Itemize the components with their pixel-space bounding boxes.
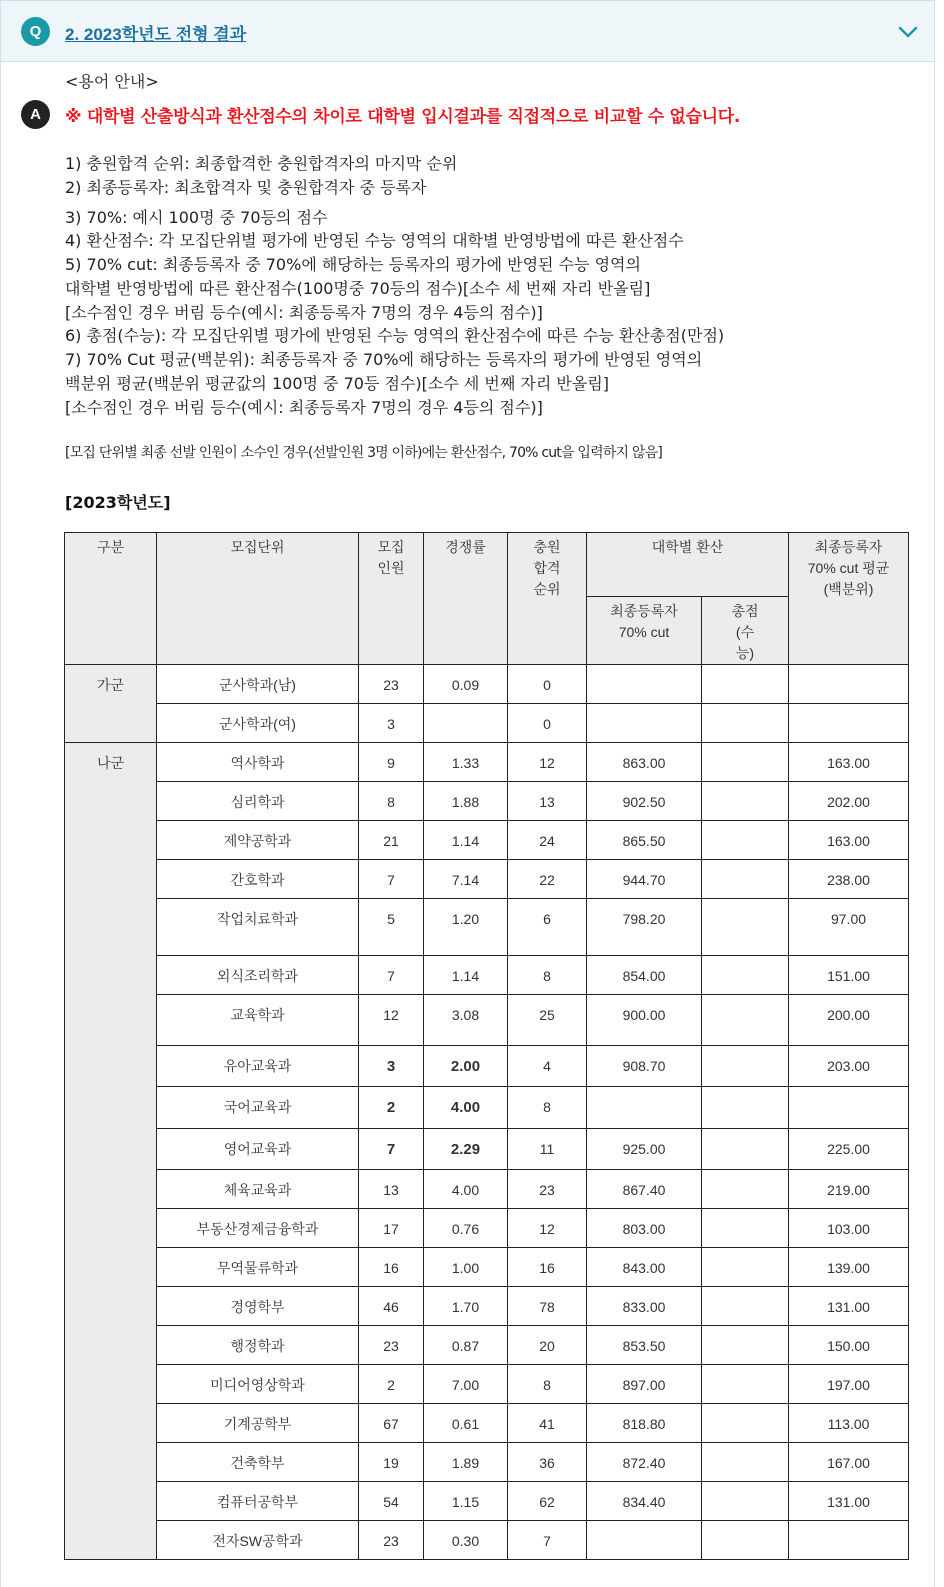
cut-score-cell: 834.40 (587, 1482, 702, 1521)
quota-cell: 9 (359, 743, 424, 782)
unit-cell: 심리학과 (157, 782, 359, 821)
quota-cell: 2 (359, 1365, 424, 1404)
answer-badge: A (21, 100, 50, 129)
table-row (65, 1087, 909, 1129)
cut-score-cell: 925.00 (587, 1129, 702, 1170)
quota-cell: 2 (359, 1087, 424, 1129)
ratio-cell: 0.09 (424, 665, 508, 704)
total-score-cell (702, 860, 789, 899)
ratio-cell: 2.29 (424, 1129, 508, 1170)
guide-line: 2) 최종등록자: 최초합격자 및 충원합격자 중 등록자 (65, 178, 427, 197)
ratio-cell: 7.14 (424, 860, 508, 899)
table-row (65, 665, 909, 704)
table-row (65, 860, 909, 899)
quota-cell: 8 (359, 782, 424, 821)
table-row (65, 1129, 909, 1170)
average-cell: 151.00 (789, 956, 909, 995)
quota-cell: 16 (359, 1248, 424, 1287)
average-cell: 238.00 (789, 860, 909, 899)
unit-cell: 역사학과 (157, 743, 359, 782)
total-score-cell (702, 1287, 789, 1326)
ratio-cell (424, 704, 508, 743)
rank-cell: 8 (508, 956, 587, 995)
average-cell: 197.00 (789, 1365, 909, 1404)
table-row (65, 1521, 909, 1560)
question-title-link[interactable]: 2. 2023학년도 전형 결과 (65, 25, 247, 44)
header-conversion-cut: 최종등록자 70% cut (587, 597, 702, 665)
quota-cell: 7 (359, 956, 424, 995)
unit-cell: 컴퓨터공학부 (157, 1482, 359, 1521)
unit-cell: 무역물류학과 (157, 1248, 359, 1287)
question-header[interactable] (1, 0, 934, 62)
average-cell: 163.00 (789, 821, 909, 860)
table-row (65, 1209, 909, 1248)
total-score-cell (702, 1404, 789, 1443)
total-score-cell (702, 1170, 789, 1209)
header-ratio: 경쟁률 (424, 533, 508, 665)
rank-cell: 41 (508, 1404, 587, 1443)
unit-cell: 군사학과(남) (157, 665, 359, 704)
table-row (65, 743, 909, 782)
cut-score-cell: 902.50 (587, 782, 702, 821)
unit-cell: 작업치료학과 (157, 899, 359, 956)
unit-cell: 부동산경제금융학과 (157, 1209, 359, 1248)
average-cell: 225.00 (789, 1129, 909, 1170)
table-row (65, 1365, 909, 1404)
rank-cell: 16 (508, 1248, 587, 1287)
total-score-cell (702, 1129, 789, 1170)
comparison-warning: ※ 대학별 산출방식과 환산점수의 차이로 대학별 입시결과를 직접적으로 비교할 수 없습니다. (65, 107, 741, 127)
average-cell (789, 665, 909, 704)
unit-cell: 경영학부 (157, 1287, 359, 1326)
average-cell: 163.00 (789, 743, 909, 782)
average-cell: 167.00 (789, 1443, 909, 1482)
average-cell: 131.00 (789, 1287, 909, 1326)
total-score-cell (702, 1046, 789, 1087)
total-score-cell (702, 782, 789, 821)
cut-score-cell: 872.40 (587, 1443, 702, 1482)
average-cell: 219.00 (789, 1170, 909, 1209)
total-score-cell (702, 899, 789, 956)
cut-score-cell: 803.00 (587, 1209, 702, 1248)
rank-cell: 7 (508, 1521, 587, 1560)
header-conversion: 대학별 환산 (587, 533, 789, 597)
quota-cell: 5 (359, 899, 424, 956)
cut-score-cell: 798.20 (587, 899, 702, 956)
quota-cell: 46 (359, 1287, 424, 1326)
quota-cell: 23 (359, 665, 424, 704)
guide-line: 백분위 평균(백분위 평균값의 100명 중 70등 점수)[소수 세 번째 자리 반올림] (65, 374, 610, 393)
rank-cell: 0 (508, 665, 587, 704)
header-conversion-total: 총점 (수능) (702, 597, 789, 665)
table-row (65, 782, 909, 821)
total-score-cell (702, 704, 789, 743)
unit-cell: 국어교육과 (157, 1087, 359, 1129)
rank-cell: 12 (508, 1209, 587, 1248)
table-row (65, 821, 909, 860)
rank-cell: 11 (508, 1129, 587, 1170)
unit-cell: 전자SW공학과 (157, 1521, 359, 1560)
unit-cell: 영어교육과 (157, 1129, 359, 1170)
rank-cell: 36 (508, 1443, 587, 1482)
rank-cell: 4 (508, 1046, 587, 1087)
guide-line: 3) 70%: 예시 100명 중 70등의 점수 (65, 208, 328, 227)
quota-cell: 7 (359, 1129, 424, 1170)
average-cell: 113.00 (789, 1404, 909, 1443)
ratio-cell: 7.00 (424, 1365, 508, 1404)
chevron-down-icon[interactable] (897, 21, 919, 43)
cut-score-cell: 900.00 (587, 995, 702, 1046)
table-row (65, 995, 909, 1046)
quota-cell: 17 (359, 1209, 424, 1248)
table-row (65, 1482, 909, 1521)
cut-score-cell: 854.00 (587, 956, 702, 995)
quota-cell: 19 (359, 1443, 424, 1482)
table-row (65, 1443, 909, 1482)
cut-score-cell (587, 665, 702, 704)
guide-line: [소수점인 경우 버림 등수(예시: 최종등록자 7명의 경우 4등의 점수)] (65, 398, 543, 417)
ratio-cell: 1.00 (424, 1248, 508, 1287)
unit-cell: 행정학과 (157, 1326, 359, 1365)
average-cell: 150.00 (789, 1326, 909, 1365)
unit-cell: 군사학과(여) (157, 704, 359, 743)
unit-cell: 제약공학과 (157, 821, 359, 860)
total-score-cell (702, 665, 789, 704)
table-row (65, 1404, 909, 1443)
table-row (65, 1287, 909, 1326)
average-cell: 200.00 (789, 995, 909, 1046)
table-row (65, 1046, 909, 1087)
average-cell (789, 1521, 909, 1560)
cut-score-cell: 867.40 (587, 1170, 702, 1209)
cut-score-cell: 865.50 (587, 821, 702, 860)
unit-cell: 교육학과 (157, 995, 359, 1046)
ratio-cell: 1.15 (424, 1482, 508, 1521)
quota-cell: 23 (359, 1521, 424, 1560)
results-body (65, 665, 909, 1560)
rank-cell: 13 (508, 782, 587, 821)
ratio-cell: 4.00 (424, 1087, 508, 1129)
quota-cell: 21 (359, 821, 424, 860)
ratio-cell: 1.89 (424, 1443, 508, 1482)
admission-results-table (64, 532, 909, 1560)
average-cell: 203.00 (789, 1046, 909, 1087)
guide-heading: <용어 안내> (65, 72, 159, 91)
cut-score-cell: 944.70 (587, 860, 702, 899)
ratio-cell: 1.14 (424, 956, 508, 995)
ratio-cell: 1.14 (424, 821, 508, 860)
average-cell: 103.00 (789, 1209, 909, 1248)
total-score-cell (702, 1248, 789, 1287)
rank-cell: 62 (508, 1482, 587, 1521)
total-score-cell (702, 1087, 789, 1129)
unit-cell: 유아교육과 (157, 1046, 359, 1087)
quota-cell: 54 (359, 1482, 424, 1521)
unit-cell: 간호학과 (157, 860, 359, 899)
guide-line: 6) 총점(수능): 각 모집단위별 평가에 반영된 수능 영역의 환산점수에 따른 수능 환산총점(만점) (65, 326, 725, 345)
cut-score-cell (587, 1521, 702, 1560)
total-score-cell (702, 1209, 789, 1248)
group-cell: 나군 (65, 743, 157, 1560)
quota-cell: 13 (359, 1170, 424, 1209)
average-cell (789, 1087, 909, 1129)
average-cell: 139.00 (789, 1248, 909, 1287)
quota-cell: 67 (359, 1404, 424, 1443)
total-score-cell (702, 1326, 789, 1365)
guide-line: 7) 70% Cut 평균(백분위): 최종등록자 중 70%에 해당하는 등록자의 평가에 반영된 영역의 (65, 350, 703, 369)
ratio-cell: 4.00 (424, 1170, 508, 1209)
cut-score-cell: 843.00 (587, 1248, 702, 1287)
header-average: 최종등록자 70% cut 평균 (백분위) (789, 533, 909, 665)
quota-cell: 7 (359, 860, 424, 899)
guide-line: 5) 70% cut: 최종등록자 중 70%에 해당하는 등록자의 평가에 반영된 수능 영역의 (65, 255, 641, 274)
rank-cell: 78 (508, 1287, 587, 1326)
total-score-cell (702, 1521, 789, 1560)
unit-cell: 체육교육과 (157, 1170, 359, 1209)
quota-cell: 23 (359, 1326, 424, 1365)
cut-score-cell: 863.00 (587, 743, 702, 782)
ratio-cell: 1.20 (424, 899, 508, 956)
total-score-cell (702, 821, 789, 860)
cut-score-cell: 853.50 (587, 1326, 702, 1365)
table-row (65, 1326, 909, 1365)
unit-cell: 기계공학부 (157, 1404, 359, 1443)
unit-cell: 건축학부 (157, 1443, 359, 1482)
ratio-cell: 1.33 (424, 743, 508, 782)
ratio-cell: 2.00 (424, 1046, 508, 1087)
table-row (65, 1248, 909, 1287)
group-cell: 가군 (65, 665, 157, 743)
ratio-cell: 0.76 (424, 1209, 508, 1248)
question-badge: Q (21, 17, 50, 46)
guide-line: [소수점인 경우 버림 등수(예시: 최종등록자 7명의 경우 4등의 점수)] (65, 303, 543, 322)
cut-score-cell (587, 704, 702, 743)
selection-note: [모집 단위별 최종 선발 인원이 소수인 경우(선발인원 3명 이하)에는 환산점수, 70% cut을 입력하지 않음] (65, 445, 663, 461)
rank-cell: 12 (508, 743, 587, 782)
total-score-cell (702, 743, 789, 782)
header-rank: 충원 합격 순위 (508, 533, 587, 665)
ratio-cell: 1.70 (424, 1287, 508, 1326)
rank-cell: 0 (508, 704, 587, 743)
total-score-cell (702, 995, 789, 1046)
guide-line: 1) 충원합격 순위: 최종합격한 충원합격자의 마지막 순위 (65, 154, 458, 173)
unit-cell: 외식조리학과 (157, 956, 359, 995)
average-cell: 131.00 (789, 1482, 909, 1521)
quota-cell: 3 (359, 1046, 424, 1087)
ratio-cell: 0.30 (424, 1521, 508, 1560)
table-row (65, 704, 909, 743)
rank-cell: 25 (508, 995, 587, 1046)
rank-cell: 6 (508, 899, 587, 956)
average-cell: 202.00 (789, 782, 909, 821)
header-group: 구분 (65, 533, 157, 665)
rank-cell: 23 (508, 1170, 587, 1209)
total-score-cell (702, 1443, 789, 1482)
total-score-cell (702, 1482, 789, 1521)
rank-cell: 20 (508, 1326, 587, 1365)
header-quota: 모집 인원 (359, 533, 424, 665)
ratio-cell: 0.87 (424, 1326, 508, 1365)
total-score-cell (702, 1365, 789, 1404)
total-score-cell (702, 956, 789, 995)
quota-cell: 12 (359, 995, 424, 1046)
cut-score-cell: 897.00 (587, 1365, 702, 1404)
rank-cell: 8 (508, 1087, 587, 1129)
cut-score-cell (587, 1087, 702, 1129)
rank-cell: 22 (508, 860, 587, 899)
rank-cell: 8 (508, 1365, 587, 1404)
cut-score-cell: 833.00 (587, 1287, 702, 1326)
guide-line: 대학별 반영방법에 따른 환산점수(100명중 70등의 점수)[소수 세 번째 자리 반올림] (65, 279, 651, 298)
cut-score-cell: 908.70 (587, 1046, 702, 1087)
table-row (65, 899, 909, 956)
guide-line: 4) 환산점수: 각 모집단위별 평가에 반영된 수능 영역의 대학별 반영방법에 따른 환산점수 (65, 231, 684, 250)
unit-cell: 미디어영상학과 (157, 1365, 359, 1404)
average-cell: 97.00 (789, 899, 909, 956)
year-label: [2023학년도] (65, 493, 171, 512)
quota-cell: 3 (359, 704, 424, 743)
header-unit: 모집단위 (157, 533, 359, 665)
rank-cell: 24 (508, 821, 587, 860)
ratio-cell: 1.88 (424, 782, 508, 821)
table-row (65, 956, 909, 995)
average-cell (789, 704, 909, 743)
ratio-cell: 3.08 (424, 995, 508, 1046)
ratio-cell: 0.61 (424, 1404, 508, 1443)
cut-score-cell: 818.80 (587, 1404, 702, 1443)
table-row (65, 1170, 909, 1209)
